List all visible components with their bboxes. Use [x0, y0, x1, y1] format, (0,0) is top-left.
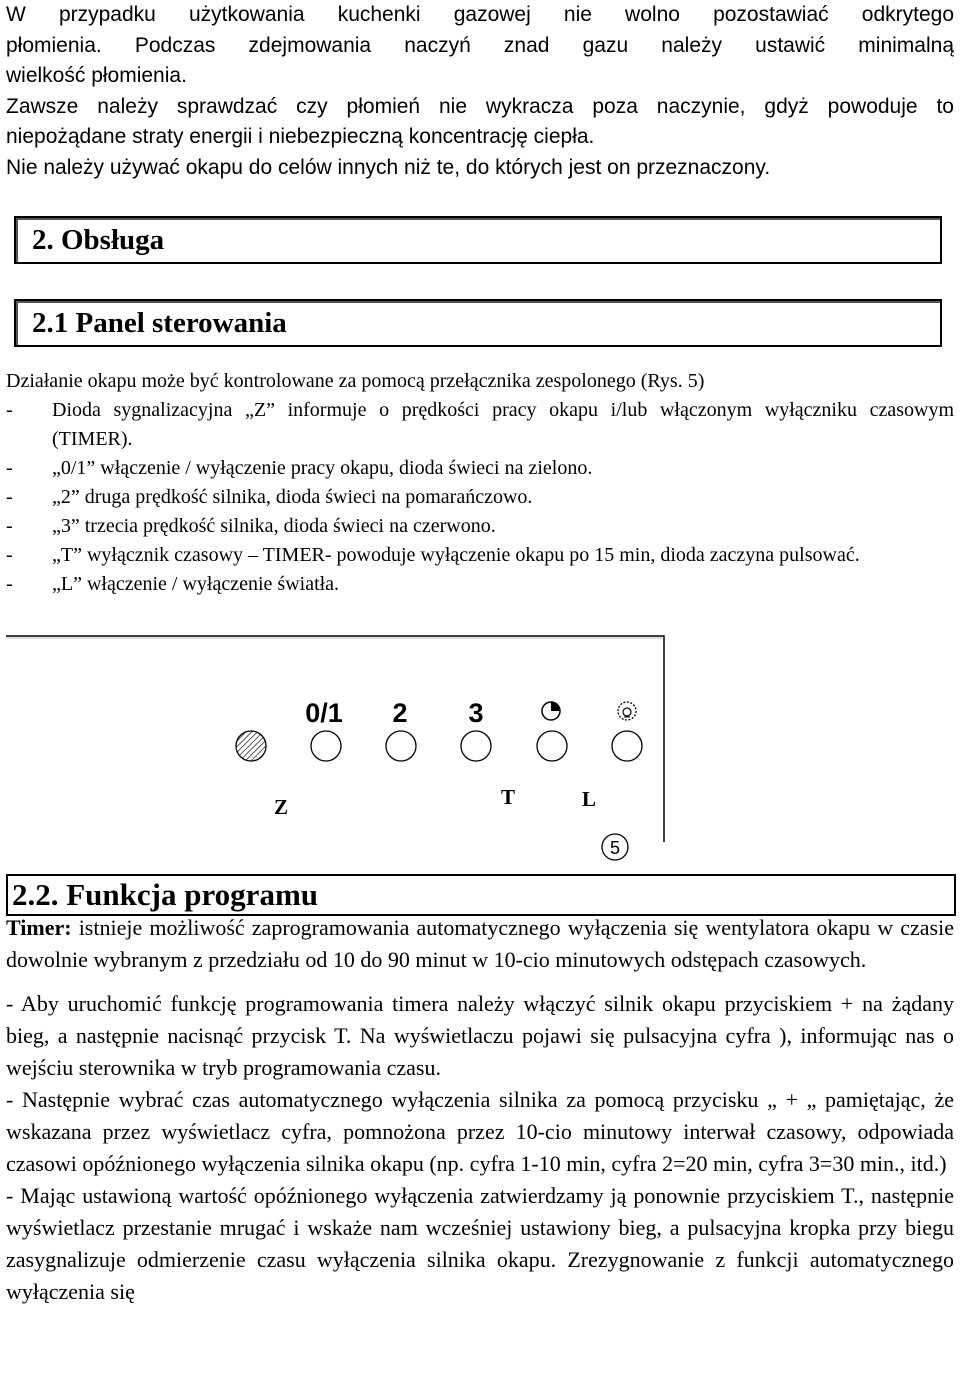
panel-intro: Działanie okapu może być kontrolowane za pomocą przełącznika zespolonego (Rys. 5): [6, 370, 705, 392]
figure-number: 5: [609, 838, 621, 858]
timer-paragraph: [6, 912, 954, 976]
section-2-title: 2. Obsługa: [32, 224, 165, 256]
label-z: Z: [273, 795, 289, 819]
panel-description: [6, 367, 954, 599]
panel-item-text: „3” trzecia prędkość silnika, dioda świeci na czerwono.: [52, 515, 496, 537]
section-2-2-title: 2.2. Funkcja programu: [12, 877, 319, 912]
section-2-2-heading-box: [6, 874, 956, 916]
panel-item: [6, 396, 954, 454]
label-3: 3: [468, 698, 484, 728]
timer-text: istnieje możliwość zaprogramowania automatycznego wyłączenia się wentylatora okapu w czasie dowolnie wybranym z przedziału od 10 do 90 minut w 10-cio minutowych odstępach czasowych.: [6, 915, 954, 972]
intro-line-1: W przypadku użytkowania kuchenki gazowej nie wolno pozostawiać odkrytego: [6, 3, 954, 26]
program-description: [6, 912, 954, 1308]
panel-item-text: „T” wyłącznik czasowy – TIMER- powoduje wyłączenie okapu po 15 min, dioda zaczyna pulsować.: [52, 544, 860, 566]
panel-item-text: Dioda sygnalizacyjna „Z” informuje o prędkości pracy okapu i/lub włączonym wyłączniku czasowym (TIMER).: [52, 399, 954, 450]
section-2-1-title: 2.1 Panel sterowania: [32, 307, 287, 339]
lamp-icon: [618, 702, 636, 720]
intro-line-2: płomienia. Podczas zdejmowania naczyń znad gazu należy ustawić minimalną: [6, 33, 954, 57]
control-panel-figure: [6, 632, 670, 864]
button-0-1-icon: [311, 731, 341, 761]
button-3-icon: [461, 731, 491, 761]
panel-item: [6, 512, 954, 541]
intro-line-3: wielkość płomienia.: [6, 64, 187, 88]
list-dash: -: [6, 457, 13, 479]
led-z-icon: [236, 731, 266, 761]
intro-line-4: Zawsze należy sprawdzać czy płomień nie wykracza poza naczynie, gdyż powoduje to: [6, 94, 954, 118]
list-dash: -: [6, 399, 13, 421]
panel-item-text: „2” druga prędkość silnika, dioda świeci na pomarańczowo.: [52, 486, 533, 508]
list-dash: -: [6, 515, 13, 537]
light-button-icon: [612, 731, 642, 761]
intro-line-6: Nie należy używać okapu do celów innych niż te, do których jest on przeznaczony.: [6, 155, 771, 179]
intro-text: [6, 0, 954, 184]
panel-item: [6, 541, 954, 570]
label-l: L: [581, 787, 597, 811]
label-0-1: 0/1: [305, 698, 343, 728]
list-dash: -: [6, 486, 13, 508]
section-2-1-heading-box: [14, 299, 942, 347]
panel-item-text: „L” włączenie / wyłączenie światła.: [52, 573, 340, 595]
list-dash: -: [6, 544, 13, 566]
list-dash: -: [6, 573, 13, 595]
panel-item: [6, 454, 954, 483]
section-2-heading-box: [14, 216, 942, 264]
label-t: T: [500, 785, 516, 809]
panel-item: [6, 483, 954, 512]
panel-item: [6, 570, 954, 599]
intro-line-5: niepożądane straty energii i niebezpieczną koncentrację ciepła.: [6, 125, 595, 149]
button-2-icon: [386, 731, 416, 761]
program-paragraph-3: - Następnie wybrać czas automatycznego wyłączenia silnika za pomocą przycisku „ + „ pamiętając, że wskazana przez wyświetlacz cyfra, pomnożona przez 10-cio minutowy interwał czasowy, odpowiada czasowi opóźnionego wyłączenia silnika okapu (np. cyfra 1-10 min, cyfra 2=20 min, cyfra 3=30 min., itd.): [6, 1087, 954, 1176]
program-paragraph-4: - Mając ustawioną wartość opóźnionego wyłączenia zatwierdzamy ją ponownie przyciskiem T., następnie wyświetlacz przestanie mrugać i wskaże nam wcześniej ustawiony bieg, a pulsacyjna kropka przy biegu zasygnalizuje odmierzenie czasu wyłączenia silnika okapu. Zrezygnowanie z funkcji automatycznego wyłączenia się: [6, 1183, 954, 1304]
panel-item-text: „0/1” włączenie / wyłączenie pracy okapu, dioda świeci na zielono.: [52, 457, 593, 479]
program-paragraph-2: - Aby uruchomić funkcję programowania timera należy włączyć silnik okapu przyciskiem + na żądany bieg, a następnie nacisnąć przycisk T. Na wyświetlaczu pojawi się pulsacyjna cyfra ), informując nas o wejściu sterownika w tryb programowania czasu.: [6, 991, 954, 1080]
timer-label: Timer:: [6, 915, 72, 940]
timer-button-icon: [537, 731, 567, 761]
clock-icon: [542, 702, 560, 720]
label-2: 2: [392, 698, 408, 728]
